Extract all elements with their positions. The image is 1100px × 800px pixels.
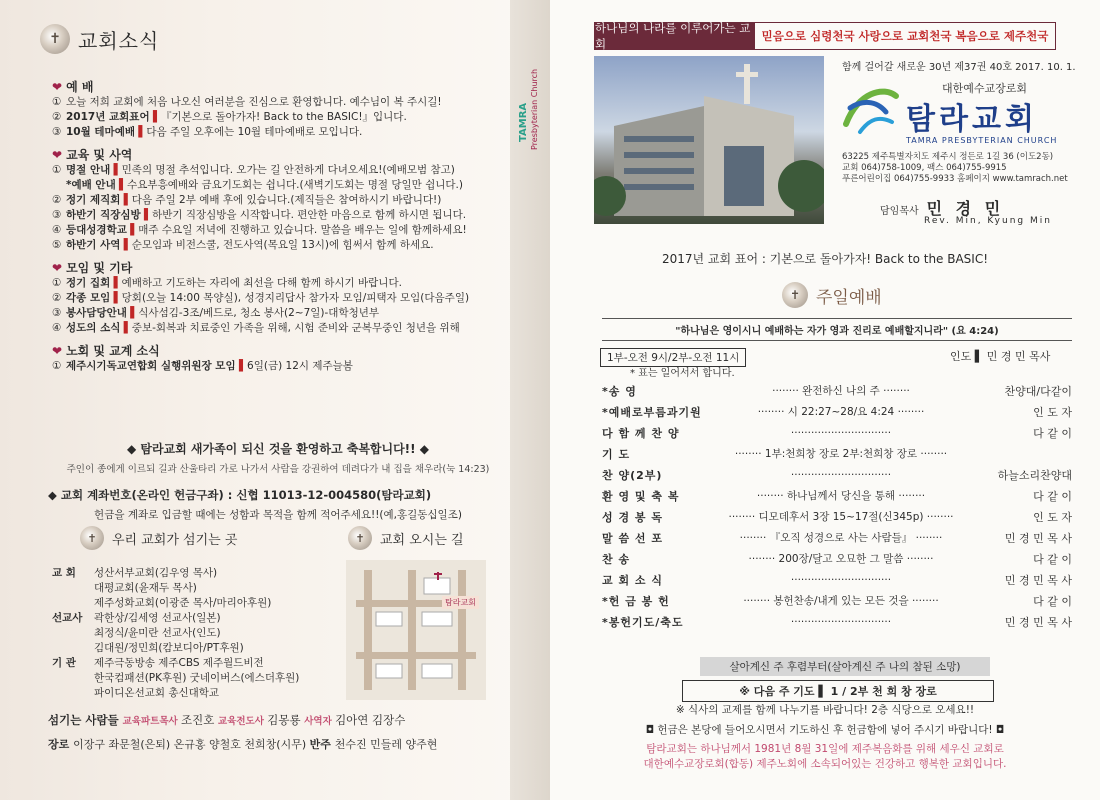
news-item-number: ① <box>52 164 62 176</box>
serve-row <box>52 626 342 641</box>
staff-name: 김아연 김장수 <box>335 713 406 727</box>
directions-map <box>346 560 486 700</box>
issue-info: 함께 걸어갈 새로운 30년 제37권 40호 2017. 10. 1. <box>842 62 1076 73</box>
welcome-text: ◆ 탐라교회 새가족이 되신 것을 환영하고 축복합니다!! ◆ <box>126 442 430 456</box>
meal-note: ※ 식사의 교제를 함께 나누기를 바랍니다! 2층 식당으로 오세요!! <box>675 704 975 716</box>
order-row <box>602 611 1072 632</box>
news-item-heading: 제주시기독교연합회 실행위원장 모임 <box>66 360 236 372</box>
order-leader: 찬양대/다같이 <box>1004 384 1072 398</box>
order-label: 찬 양(2부) <box>602 468 663 482</box>
motto: 2017년 교회 표어 : 기본으로 돌아가자! Back to the BASIC! <box>661 252 989 266</box>
news-item-heading: 봉사담당안내 <box>66 307 127 319</box>
news-item-text: 당회(오늘 14:00 목양실), 성경지리답사 참가자 모임/피택자 모임(다음주일) <box>121 292 470 304</box>
church-building-drawing <box>594 56 824 224</box>
directions-title: 교회 오시는 길 <box>380 532 464 548</box>
order-content: ········ 디모데후서 3장 15~17절(신345p) ········ <box>728 511 954 523</box>
cross-emblem-icon: ✝ <box>782 282 808 308</box>
news-item-number: ② <box>52 194 62 206</box>
news-item-number: ② <box>52 292 62 304</box>
staff-role: 사역자 <box>304 716 336 727</box>
order-content: ········ 하나님께서 당신을 통해 ········ <box>756 490 926 502</box>
staff-name: 천수진 민들레 양주현 <box>334 738 438 751</box>
news-section-title <box>52 78 502 95</box>
header-left: 하나님의 나라를 이루어가는 교회 <box>595 23 755 49</box>
staff-role: 장로 <box>48 738 74 751</box>
account-note: 헌금을 계좌로 입금할 때에는 성함과 목적을 함께 적어주세요!!(예,홍길동십일조) <box>94 509 462 521</box>
cross-emblem-icon: ✝ <box>80 526 104 550</box>
order-row <box>602 548 1072 569</box>
order-content: ········ 봉헌찬송/내게 있는 모든 것을 ········ <box>743 595 939 607</box>
news-item-number: ② <box>52 111 62 123</box>
serve-row <box>52 611 342 626</box>
order-row <box>602 506 1072 527</box>
news-item-separator: ▌ <box>115 179 128 191</box>
news-section-label: 예 배 <box>66 80 94 94</box>
spine-sub: Presbyterian Church <box>530 68 539 150</box>
news-item <box>52 163 502 178</box>
order-leader: 다 같 이 <box>1033 594 1072 608</box>
order-leader: 인 도 자 <box>1033 405 1072 419</box>
order-row <box>602 422 1072 443</box>
order-row <box>602 443 1072 464</box>
news-item-text: 순모임과 비전스쿨, 전도사역(목요일 13시)에 힘써서 함께 하세요. <box>131 239 434 251</box>
order-leader: 민 경 민 목 사 <box>1004 615 1072 629</box>
news-item <box>52 95 502 110</box>
heart-bullet-icon: ❤ <box>52 344 63 358</box>
serve-category: 교 회 <box>52 567 76 579</box>
news-item-number: ③ <box>52 209 62 221</box>
serve-title: 우리 교회가 섬기는 곳 <box>112 532 238 548</box>
serve-header <box>80 526 237 550</box>
order-leader: 민 경 민 목 사 <box>1004 531 1072 545</box>
news-item-heading: 정기 제직회 <box>66 194 121 206</box>
serve-category <box>52 641 94 656</box>
map-church-label: 탐라교회 <box>442 596 479 609</box>
order-content: ········ 200장/달고 오묘한 그 말씀 ········ <box>748 553 934 565</box>
news-item-separator: ▌ <box>110 277 122 289</box>
news-section-title <box>52 259 502 276</box>
serve-category <box>52 686 94 701</box>
history-line-2: 대한예수교장로회(합동) 제주노회에 소속되어있는 건강하고 행복한 교회입니다. <box>643 758 1007 770</box>
church-logo-icon <box>840 78 900 138</box>
news-item-text: 하반기 직장심방을 시작합니다. 편안한 마음으로 함께 하시면 됩니다. <box>152 209 467 221</box>
news-item <box>52 321 502 336</box>
serve-category <box>52 596 94 611</box>
account-info: ◆ 교회 계좌번호(온라인 헌금구좌) : 신협 11013-12-004580(탐라교회) <box>48 488 432 502</box>
news-item <box>52 110 502 125</box>
cross-emblem-icon: ✝ <box>348 526 372 550</box>
serve-row <box>52 596 342 611</box>
order-row <box>602 527 1072 548</box>
serve-item: 김대원/정민희(캄보디아/PT후원) <box>94 642 244 654</box>
serve-item: 성산서부교회(김우영 목사) <box>94 567 218 579</box>
pastor-name: 민 경 민 <box>926 199 1005 218</box>
order-content: ········ 『오직 성경으로 사는 사람들』 ········ <box>739 532 943 544</box>
news-item <box>52 359 502 374</box>
serve-item: 파이디온선교회 총신대학교 <box>94 687 220 699</box>
news-item-heading: 하반기 사역 <box>66 239 121 251</box>
news-item <box>52 306 502 321</box>
news-section-label: 모임 및 기타 <box>66 261 133 275</box>
news-item-heading: 정기 집회 <box>66 277 111 289</box>
news-item-separator: ▌ <box>120 194 132 206</box>
news-item-number: ① <box>52 360 62 372</box>
news-item <box>52 178 502 193</box>
denomination: 대한예수교장로회 <box>942 82 1028 95</box>
address: 63225 제주특별자치도 제주시 정든로 1길 36 (이도2동) <box>842 152 1054 162</box>
news-item-separator: ▌ <box>134 126 147 138</box>
news-item-separator: ▌ <box>126 224 139 236</box>
news-item-heading: 성도의 소식 <box>66 322 121 334</box>
news-item-number: ① <box>52 96 62 108</box>
service-time: 1부-오전 9시/2부-오전 11시 <box>600 348 746 367</box>
news-item <box>52 291 502 306</box>
news-item-separator: ▌ <box>235 360 248 372</box>
closing-song: 살아계신 주 후렴부터(살아계신 주 나의 참된 소망) <box>700 657 990 676</box>
directions-header <box>348 526 464 550</box>
serve-list <box>52 566 342 701</box>
news-header <box>40 24 159 54</box>
order-content: ········ 완전하신 나의 주 ········ <box>772 385 910 397</box>
phone: 교회 064)758-1009, 팩스 064)755-9915 <box>842 163 1007 173</box>
order-leader: 민 경 민 목 사 <box>1004 573 1072 587</box>
order-content: ········ 시 22:27~28/요 4:24 ········ <box>757 406 925 418</box>
serve-category <box>52 671 94 686</box>
serve-category <box>52 626 94 641</box>
order-label: 기 도 <box>602 447 631 461</box>
news-section-label: 교육 및 사역 <box>66 148 133 162</box>
order-row <box>602 590 1072 611</box>
order-content: ········ 1부:천희창 장로 2부:천희창 장로 ········ <box>734 448 948 460</box>
serve-row <box>52 566 342 581</box>
staff-role: 교육전도사 <box>218 716 268 727</box>
staff-block <box>48 712 508 752</box>
heart-bullet-icon: ❤ <box>52 261 63 275</box>
order-row <box>602 464 1072 485</box>
news-item-separator: ▌ <box>110 292 122 304</box>
serve-category: 선교사 <box>52 612 83 624</box>
news-item-number: ① <box>52 277 62 289</box>
right-page <box>550 0 1100 800</box>
news-section-title <box>52 342 502 359</box>
order-label: 말 씀 선 포 <box>602 531 663 545</box>
staff-line-2 <box>48 736 508 752</box>
news-item <box>52 193 502 208</box>
staff-role: 반주 <box>309 738 335 751</box>
heart-bullet-icon: ❤ <box>52 148 63 162</box>
staff-name: 김몽룡 <box>267 713 305 727</box>
welcome-block <box>48 440 508 522</box>
order-label: 교 회 소 식 <box>602 573 663 587</box>
news-item-separator: ▌ <box>126 307 139 319</box>
order-label: 다 함 께 찬 양 <box>602 426 680 440</box>
serve-row <box>52 656 342 671</box>
order-content: ······························ <box>790 615 892 628</box>
order-label: *봉헌기도/축도 <box>602 615 684 629</box>
news-item-text: 다음 주일 오후에는 10월 테마예배로 모입니다. <box>146 126 363 138</box>
news-item <box>52 238 502 253</box>
news-item <box>52 208 502 223</box>
serve-item: 최정식/윤미란 선교사(인도) <box>94 627 221 639</box>
order-label: 성 경 봉 독 <box>602 510 663 524</box>
header-right: 믿음으로 심령천국 사랑으로 교회천국 복음으로 제주천국 <box>761 29 1049 43</box>
order-row <box>602 380 1072 401</box>
news-item-text: 6일(금) 12시 제주늘봄 <box>247 360 353 372</box>
news-item-number: ④ <box>52 224 62 236</box>
offering-note: ◘ 헌금은 본당에 들어오시면서 기도하신 후 헌금함에 넣어 주시기 바랍니다! ◘ <box>645 724 1005 736</box>
order-label: *헌 금 봉 헌 <box>602 594 670 608</box>
order-label: *송 영 <box>602 384 637 398</box>
news-item <box>52 125 502 140</box>
news-section-title <box>52 146 502 163</box>
news-item-number: ⑤ <box>52 239 62 251</box>
order-label: 찬 송 <box>602 552 631 566</box>
news-item-heading: 명절 안내 <box>66 164 111 176</box>
news-item-text: 오늘 저희 교회에 처음 나오신 여러분을 진심으로 환영합니다. 예수님이 복 주시길! <box>66 96 442 108</box>
pastor-name-en: Rev. Min, Kyung Min <box>924 216 1052 226</box>
serve-row <box>52 686 342 701</box>
news-item-text: 민족의 명절 추석입니다. 오가는 길 안전하게 다녀오세요!(예배모범 참고) <box>121 164 455 176</box>
news-item-heading: 등대성경학교 <box>66 224 127 236</box>
news-item <box>52 276 502 291</box>
next-prayer: ※ 다음 주 기도 ▌ 1 / 2부 천 희 창 장로 <box>682 680 994 702</box>
history-line-1: 탐라교회는 하나님께서 1981년 8월 31일에 제주복음화를 위해 세우신 교회로 <box>646 743 1004 755</box>
serve-item: 제주성화교회(이광준 목사/마리아후원) <box>94 597 272 609</box>
staff-name: 조진호 <box>181 713 219 727</box>
order-leader: 인 도 자 <box>1033 510 1072 524</box>
contact-block <box>842 152 1068 185</box>
order-row <box>602 401 1072 422</box>
news-item-separator: ▌ <box>140 209 153 221</box>
staff-role: 교육파트목사 <box>122 716 182 727</box>
cross-emblem-icon: ✝ <box>40 24 70 54</box>
header-banner <box>594 22 1056 50</box>
order-leader: 다 같 이 <box>1033 552 1072 566</box>
news-sections <box>52 72 502 374</box>
welcome-verse: 주인이 종에게 이르되 길과 산울타리 가로 나가서 사람을 강권하여 데려다가 내 집을 채우라(눅 14:23) <box>66 464 490 475</box>
news-item-heading: 각종 모임 <box>66 292 111 304</box>
news-item-text: 예배하고 기도하는 자리에 최선을 다해 함께 하시기 바랍니다. <box>121 277 402 289</box>
news-item-heading: 2017년 교회표어 <box>66 111 150 123</box>
worship-title: 주일예배 <box>816 287 882 308</box>
news-item-separator: ▌ <box>110 164 122 176</box>
phone-2: 푸른어린이집 064)755-9933 홈페이지 www.tamrach.net <box>842 174 1068 184</box>
news-item-separator: ▌ <box>149 111 162 123</box>
church-photo <box>594 56 824 224</box>
news-item-heading: 하반기 직장심방 <box>66 209 141 221</box>
verse: "하나님은 영이시니 예배하는 자가 영과 진리로 예배할지니라" (요 4:24) <box>602 318 1072 341</box>
news-item-number: ③ <box>52 307 62 319</box>
order-of-worship <box>602 380 1072 632</box>
news-item-heading: 10월 테마예배 <box>66 126 135 138</box>
order-content: ······························ <box>790 468 892 481</box>
church-name-en: TAMRA PRESBYTERIAN CHURCH <box>906 136 1058 145</box>
order-row <box>602 485 1072 506</box>
serve-row <box>52 641 342 656</box>
news-item-text: 중보-회복과 치료중인 가족을 위해, 시험 준비와 군복무중인 청년을 위해 <box>131 322 460 334</box>
map-drawing <box>346 560 486 700</box>
church-name: 탐라교회 <box>906 102 1038 137</box>
serve-item: 곽한상/김세영 선교사(일본) <box>94 612 221 624</box>
order-content: ······························ <box>790 426 892 439</box>
stand-note: * 표는 일어서서 합니다. <box>630 368 735 379</box>
serve-item: 제주극동방송 제주CBS 제주월드비전 <box>94 657 264 669</box>
serve-row <box>52 671 342 686</box>
serve-item: 대평교회(윤재두 목사) <box>94 582 197 594</box>
news-item-text: 수요부흥예배와 금요기도회는 쉽니다.(새벽기도회는 명절 당일만 쉽니다.) <box>127 179 463 191</box>
news-item-text: 매주 수요일 저녁에 진행하고 있습니다. 말씀을 배우는 일에 함께하세요! <box>138 224 467 236</box>
news-item-number: ④ <box>52 322 62 334</box>
worship-leader: 인도 ▌ 민 경 민 목사 <box>950 350 1051 363</box>
news-item-text: 다음 주일 2부 예배 후에 있습니다.(제직들은 참여하시기 바랍니다!) <box>131 194 442 206</box>
news-item <box>52 223 502 238</box>
staff-name: 이장구 좌문철(은퇴) 온규홍 양철호 천희창(시무) <box>73 738 310 751</box>
order-leader: 하늘소리찬양대 <box>997 468 1072 482</box>
heart-bullet-icon: ❤ <box>52 80 63 94</box>
news-section-label: 노회 및 교계 소식 <box>66 344 160 358</box>
worship-header <box>782 282 882 308</box>
news-item-separator: ▌ <box>120 239 132 251</box>
serve-category <box>52 581 94 596</box>
order-label: *예배로부름과기원 <box>602 405 702 419</box>
spine <box>510 0 550 800</box>
news-item-separator: ▌ <box>120 322 132 334</box>
news-item-text: 식사섬김-3조/베드로, 청소 봉사(2~7일)-대학청년부 <box>138 307 380 319</box>
news-item-text: 『기본으로 돌아가자! Back to the BASIC!』입니다. <box>161 111 407 123</box>
order-content: ······························ <box>790 573 892 586</box>
church-history <box>550 742 1100 772</box>
pastor-label: 담임목사 <box>880 206 919 217</box>
news-title: 교회소식 <box>78 28 160 53</box>
left-page <box>0 0 540 800</box>
order-leader: 다 같 이 <box>1033 426 1072 440</box>
order-label: 환 영 및 축 복 <box>602 489 680 503</box>
serve-item: 한국컴패션(PK후원) 굿네이버스(에스더후원) <box>94 672 300 684</box>
order-leader: 다 같 이 <box>1033 489 1072 503</box>
staff-title: 섬기는 사람들 <box>48 713 123 727</box>
serve-row <box>52 581 342 596</box>
order-row <box>602 569 1072 590</box>
news-item-heading: *예배 안내 <box>66 179 116 191</box>
serve-category: 기 관 <box>52 657 76 669</box>
news-item-number: ③ <box>52 126 62 138</box>
staff-line-1 <box>48 712 508 728</box>
spine-brand: TAMRA <box>518 102 529 142</box>
